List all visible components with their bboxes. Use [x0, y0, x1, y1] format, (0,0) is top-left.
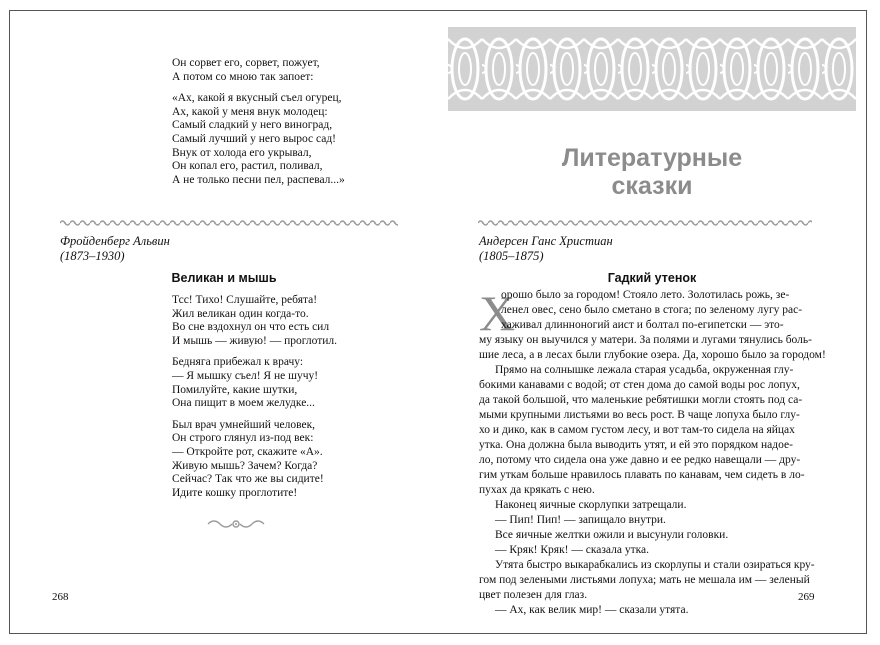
poem-line: Во сне вздохнул он что есть сил — [172, 321, 330, 334]
text-line: — Пип! Пип! — запищало внутри. — [495, 514, 666, 526]
text-line: да такой большой, что маленькие ребятишки могли стоять под са- — [479, 394, 803, 406]
poem-line: Внук от холода его укрывал, — [172, 146, 312, 159]
text-line: ло, потому что сидела она уже давно и ее редко навещали — дру- — [479, 454, 801, 466]
end-ornament — [206, 518, 266, 530]
poem-line: И мышь — живую! — проглотил. — [172, 334, 338, 347]
poem-line: Бедняга прибежал к врачу: — [172, 356, 304, 369]
poem-line: Был врач умнейший человек, — [172, 418, 316, 431]
poem-line: Самый лучший у него вырос сад! — [172, 132, 337, 145]
text-line: — Кряк! Кряк! — сказала утка. — [495, 544, 650, 556]
poem-fragment — [172, 57, 345, 195]
text-line: пухах да крякать с нею. — [479, 484, 595, 496]
text-line: шие леса, а в лесах были глубокие озера. Да, хорошо было за городом! — [479, 349, 826, 361]
text-line: бокими канавами с водой; от стен дома до самой воды рос лопух, — [479, 379, 800, 391]
text-line: хо и дико, как в самом густом лесу, и вот там-то сидела на яйцах — [479, 424, 795, 436]
text-line: Все яичные желтки ожили и высунули головки. — [495, 529, 729, 541]
stanza — [172, 57, 345, 84]
ornament-divider — [60, 219, 398, 227]
page-number: 269 — [798, 591, 815, 603]
stanza — [172, 419, 337, 501]
poem-line: Тсс! Тихо! Слушайте, ребята! — [172, 294, 318, 306]
poem-line: «Ах, какой я вкусный съел огурец, — [172, 92, 342, 105]
stanza — [172, 294, 337, 348]
poem-line: А не только песни пел, распевал...» — [172, 173, 345, 186]
text-line: хаживал длинноногий аист и болтал по-египетски — это- — [501, 319, 784, 331]
author-name: Андерсен Ганс Христиан — [479, 234, 613, 248]
poem-line: Помилуйте, какие шутки, — [172, 383, 298, 396]
text-line: Наконец яичные скорлупки затрещали. — [495, 499, 687, 511]
section-title — [438, 144, 866, 200]
poem-line: Сейчас? Так что же вы сидите! — [172, 473, 324, 486]
poem-title: Великан и мышь — [171, 271, 277, 285]
author-block — [60, 234, 170, 264]
text-line: утка. Она должна была выводить утят, и ей это порядком надое- — [479, 439, 793, 451]
poem-line: Он копал его, растил, поливал, — [172, 160, 323, 173]
poem-line: — Я мышку съел! Я не шучу! — [172, 369, 319, 382]
section-title-line: сказки — [611, 172, 693, 200]
poem-body — [172, 294, 337, 508]
text-line: мыми крупными листьями во весь рост. В чаще лопуха было глу- — [479, 409, 800, 421]
text-line: му языку он выучился у матери. За полями и лугами тянулись боль- — [479, 334, 812, 346]
stanza — [172, 92, 345, 187]
story-title: Гадкий утенок — [607, 271, 697, 285]
text-line: — Ах, как велик мир! — сказали утята. — [495, 604, 689, 616]
poem-line: — Откройте рот, скажите «А». — [172, 445, 323, 458]
text-line: гом под зелеными листьями лопуха; мать не мешала им — зеленый — [479, 574, 810, 586]
text-line: гим уткам больше нравилось плавать по канавам, чем сидеть в ло- — [479, 469, 805, 481]
text-line: орошо было за городом! Стояло лето. Золотилась рожь, зе- — [501, 289, 790, 301]
text-line: Прямо на солнышке лежала старая усадьба, окруженная глу- — [495, 364, 794, 376]
poem-line: Он сорвет его, сорвет, пожует, — [172, 57, 320, 69]
stanza — [172, 356, 337, 410]
drop-cap: Х — [479, 285, 516, 341]
page-number: 268 — [52, 591, 69, 603]
story-text — [479, 285, 826, 618]
poem-line: Он строго глянул из-под век: — [172, 432, 314, 445]
author-name: Фройденберг Альвин — [60, 234, 170, 248]
author-block — [479, 234, 613, 264]
author-years: (1805–1875) — [479, 249, 544, 263]
ornament-divider — [478, 219, 812, 227]
poem-line: Идите кошку проглотите! — [172, 486, 298, 499]
poem-line: Жил великан один когда-то. — [172, 307, 309, 320]
left-page — [10, 11, 438, 633]
text-line: Утята быстро выкарабкались из скорлупы и стали озираться кру- — [495, 559, 815, 571]
book-spread — [9, 10, 867, 634]
right-page — [438, 11, 866, 633]
section-title-line: Литературные — [561, 144, 743, 172]
text-line: ленел овес, сено было сметано в стога; по зеленому лугу рас- — [501, 304, 803, 316]
poem-line: Ах, какой у меня внук молодец: — [172, 105, 328, 118]
text-line: цвет полезен для глаз. — [479, 589, 588, 601]
poem-line: Она пищит в моем желудке... — [172, 397, 315, 410]
author-years: (1873–1930) — [60, 249, 125, 263]
decorative-banner — [448, 27, 856, 111]
poem-line: А потом со мною так запоет: — [172, 70, 314, 83]
poem-line: Самый сладкий у него виноград, — [172, 119, 333, 132]
poem-line: Живую мышь? Зачем? Когда? — [172, 459, 318, 472]
